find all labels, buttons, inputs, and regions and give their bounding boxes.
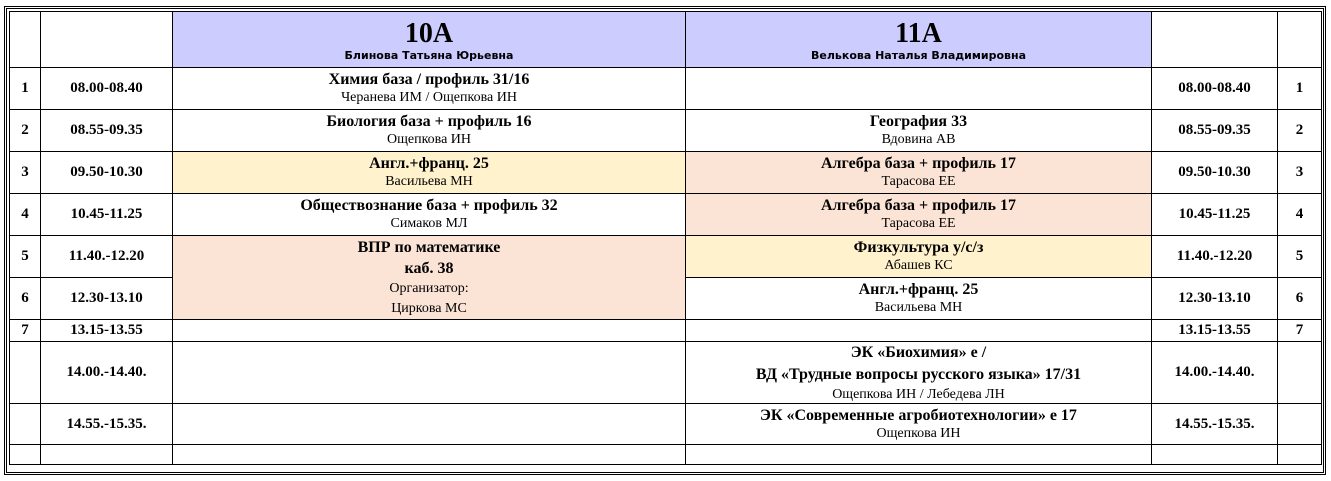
lesson-time-right: 09.50-10.30 — [1152, 152, 1278, 194]
lesson-number: 5 — [10, 236, 41, 278]
lesson-number-right: 4 — [1278, 194, 1322, 236]
teacher: Симаков МЛ — [390, 216, 468, 231]
lesson-time: 14.55.-15.35. — [41, 404, 173, 445]
teacher: Абашев КС — [884, 258, 953, 273]
subject: Физкультура у/с/з — [853, 239, 984, 256]
empty-cell — [10, 445, 41, 465]
header-empty-time-right — [1152, 12, 1278, 68]
vpr-organizer: Циркова МС — [391, 300, 467, 316]
header-empty-left — [10, 12, 41, 68]
lesson-number: 4 — [10, 194, 41, 236]
teacher: Васильева МН — [874, 300, 963, 315]
empty-cell — [686, 445, 1152, 465]
lesson-number: 3 — [10, 152, 41, 194]
lesson-number: 7 — [10, 320, 41, 342]
empty-cell — [1278, 445, 1322, 465]
subject: ЭК «Современные агробиотехнологии» е 17 — [760, 406, 1077, 424]
subject: Англ.+франц. 25 — [858, 281, 979, 298]
header-empty-right — [1278, 12, 1322, 68]
subject: Алгебра база + профиль 17 — [821, 155, 1016, 172]
lesson-time: 11.40.-12.20 — [41, 236, 173, 278]
lesson-cell-10a-empty — [173, 320, 686, 342]
table-row — [10, 342, 1322, 404]
teacher: Тарасова ЕЕ — [881, 174, 956, 189]
lesson-time: 08.55-09.35 — [41, 110, 173, 152]
lesson-number: 6 — [10, 278, 41, 320]
subject: География 33 — [869, 113, 968, 130]
class-teacher: Блинова Татьяна Юрьевна — [344, 48, 514, 62]
lesson-time-right: 08.00-08.40 — [1152, 68, 1278, 110]
lesson-cell-11a — [686, 194, 1152, 236]
lesson-time: 12.30-13.10 — [41, 278, 173, 320]
table-row — [10, 404, 1322, 445]
subject-2: ВД «Трудные вопросы русского языка» 17/31 — [755, 366, 1082, 383]
lesson-cell-10a — [173, 68, 686, 110]
lesson-cell-10a-empty — [173, 404, 686, 445]
lesson-time-right: 10.45-11.25 — [1152, 194, 1278, 236]
teacher: Васильева МН — [385, 174, 473, 189]
lesson-time-right: 14.00.-14.40. — [1152, 342, 1278, 404]
lesson-cell-11a — [686, 152, 1152, 194]
class-name: 10А — [404, 17, 454, 49]
class-name: 11А — [895, 17, 942, 49]
teacher: Вдовина АВ — [881, 132, 956, 147]
vpr-organizer-label: Организатор: — [389, 280, 469, 296]
class-header-11a — [686, 12, 1152, 68]
lesson-cell-11a — [686, 236, 1152, 278]
lesson-cell-11a-empty — [686, 68, 1152, 110]
schedule-table — [9, 11, 1322, 465]
lesson-cell-10a — [173, 194, 686, 236]
lesson-number-right: 3 — [1278, 152, 1322, 194]
vpr-title: ВПР по математике — [357, 238, 501, 256]
lesson-cell-11a — [686, 110, 1152, 152]
lesson-time: 13.15-13.55 — [41, 320, 173, 342]
lesson-time: 10.45-11.25 — [41, 194, 173, 236]
table-row — [10, 110, 1322, 152]
table-row — [10, 152, 1322, 194]
lesson-cell-10a — [173, 110, 686, 152]
lesson-cell-11a — [686, 278, 1152, 320]
vpr-cell-10a — [173, 236, 686, 320]
lesson-time: 09.50-10.30 — [41, 152, 173, 194]
lesson-time-right: 08.55-09.35 — [1152, 110, 1278, 152]
lesson-time-right: 13.15-13.55 — [1152, 320, 1278, 342]
table-row — [10, 236, 1322, 278]
lesson-number-right: 7 — [1278, 320, 1322, 342]
lesson-number-right: 5 — [1278, 236, 1322, 278]
lesson-number-right-empty — [1278, 342, 1322, 404]
lesson-time-right: 11.40.-12.20 — [1152, 236, 1278, 278]
teacher: Тарасова ЕЕ — [881, 216, 956, 231]
subject: ЭК «Биохимия» е / — [850, 344, 987, 361]
table-row — [10, 320, 1322, 342]
lesson-number-empty — [10, 404, 41, 445]
lesson-number: 2 — [10, 110, 41, 152]
lesson-cell-10a-empty — [173, 342, 686, 404]
class-teacher: Велькова Наталья Владимировна — [811, 48, 1026, 62]
empty-cell — [173, 445, 686, 465]
lesson-number-right: 2 — [1278, 110, 1322, 152]
vpr-room: каб. 38 — [404, 259, 454, 277]
lesson-number-right: 1 — [1278, 68, 1322, 110]
lesson-time-right: 12.30-13.10 — [1152, 278, 1278, 320]
subject: Биология база + профиль 16 — [326, 113, 532, 130]
lesson-time-right: 14.55.-15.35. — [1152, 404, 1278, 445]
lesson-time: 14.00.-14.40. — [41, 342, 173, 404]
lesson-cell-11a — [686, 404, 1152, 445]
subject: Химия база / профиль 31/16 — [328, 71, 530, 88]
teacher: Ощепкова ИН — [876, 425, 961, 441]
teacher: Ощепкова ИН — [386, 132, 472, 147]
table-row — [10, 445, 1322, 465]
subject: Англ.+франц. 25 — [369, 155, 489, 172]
lesson-cell-11a-empty — [686, 320, 1152, 342]
lesson-number-empty — [10, 342, 41, 404]
lesson-number: 1 — [10, 68, 41, 110]
lesson-number-right: 6 — [1278, 278, 1322, 320]
subject: Обществознание база + профиль 32 — [300, 197, 558, 214]
lesson-cell-11a — [686, 342, 1152, 404]
table-row — [10, 68, 1322, 110]
subject: Алгебра база + профиль 17 — [821, 197, 1016, 214]
teacher: Ощепкова ИН / Лебедева ЛН — [832, 387, 1005, 402]
class-header-10a — [173, 12, 686, 68]
lesson-cell-10a — [173, 152, 686, 194]
lesson-time: 08.00-08.40 — [41, 68, 173, 110]
header-row — [10, 12, 1322, 68]
lesson-number-right-empty — [1278, 404, 1322, 445]
empty-cell — [41, 445, 173, 465]
empty-cell — [1152, 445, 1278, 465]
teacher: Черанева ИМ / Ощепкова ИН — [341, 90, 517, 105]
table-row — [10, 194, 1322, 236]
header-empty-time — [41, 12, 173, 68]
